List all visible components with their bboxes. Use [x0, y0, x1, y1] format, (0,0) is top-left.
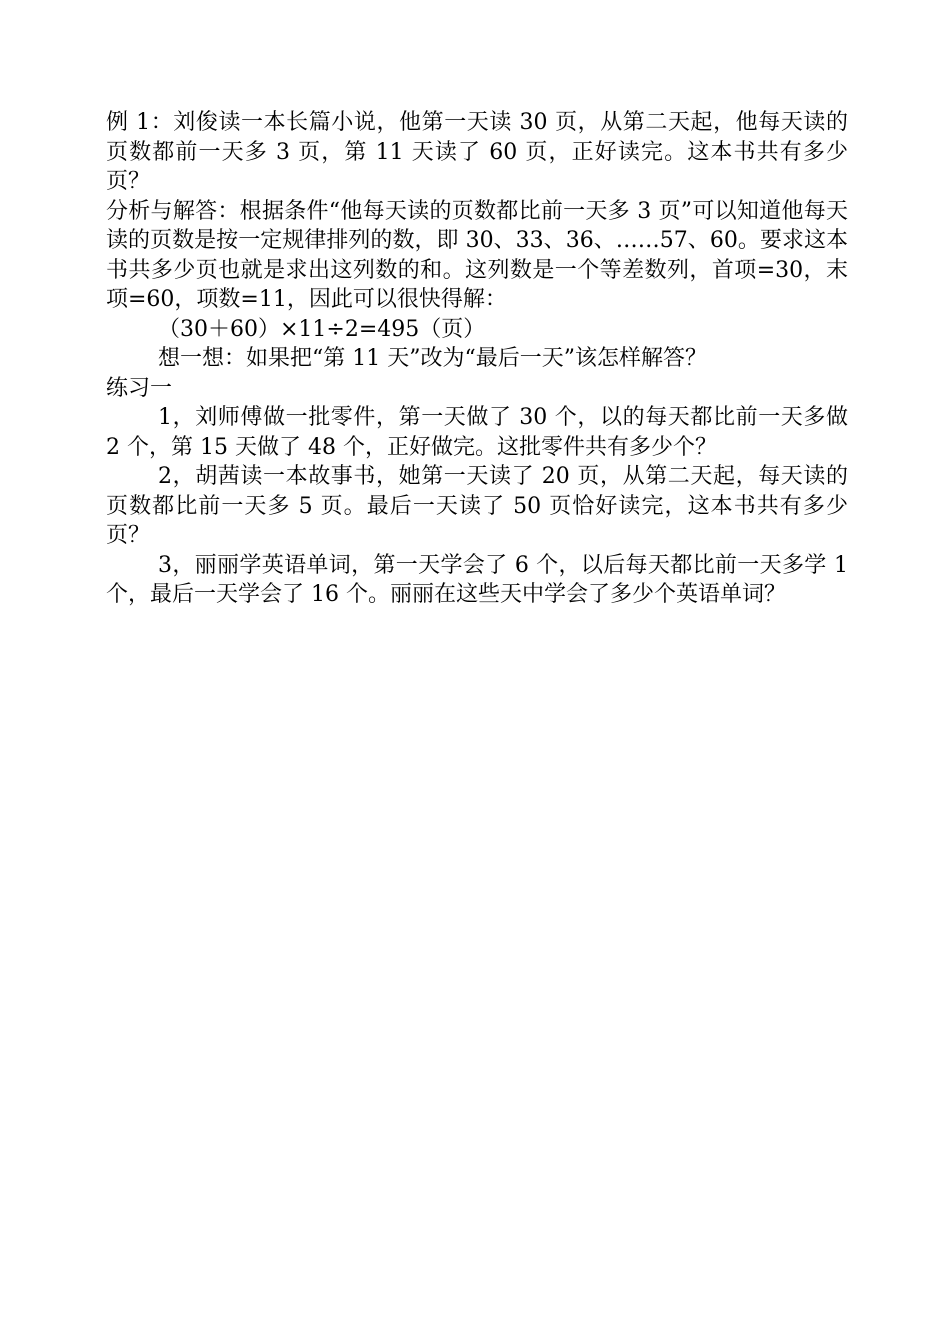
exercise-item-2: 2，胡茜读一本故事书，她第一天读了 20 页，从第二天起，每天读的页数都比前一天多 5 页。最后一天读了 50 页恰好读完，这本书共有多少页？	[106, 464, 848, 548]
example-analysis: 分析与解答：根据条件“他每天读的页数都比前一天多 3 页”可以知道他每天读的页数是按一定规律排列的数，即 30、33、36、……57、60。要求这本书共多少页也就是求出这列数的和。这列数是一个等差数列，首项=30，末项=60，项数=11，因此可以很快得解：	[106, 198, 848, 312]
exercise-heading: 练习一	[106, 375, 173, 401]
example-formula: （30＋60）×11÷2=495（页）	[158, 316, 486, 342]
document-body	[106, 108, 848, 610]
exercise-item-1: 1，刘师傅做一批零件，第一天做了 30 个，以的每天都比前一天多做 2 个，第 15 天做了 48 个，正好做完。这批零件共有多少个？	[106, 405, 848, 460]
example-think: 想一想：如果把“第 11 天”改为“最后一天”该怎样解答？	[158, 346, 707, 371]
example-question: 例 1：刘俊读一本长篇小说，他第一天读 30 页，从第二天起，他每天读的页数都前一天多 3 页，第 11 天读了 60 页，正好读完。这本书共有多少页？	[106, 110, 848, 194]
exercise-item-3: 3，丽丽学英语单词，第一天学会了 6 个，以后每天都比前一天多学 1 个，最后一天学会了 16 个。丽丽在这些天中学会了多少个英语单词？	[106, 552, 848, 607]
